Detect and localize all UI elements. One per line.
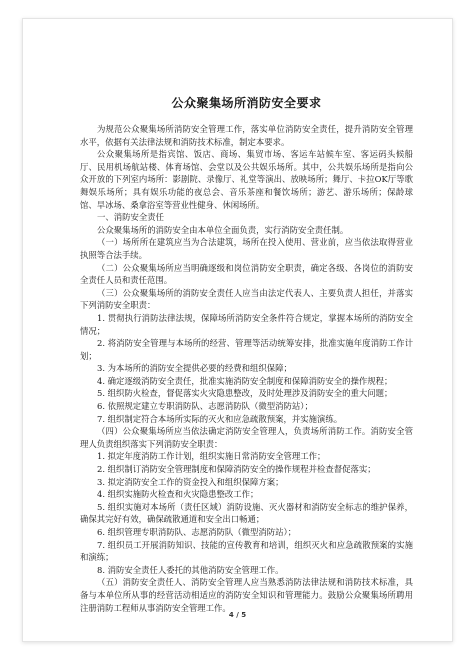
paragraph: 3. 为本场所的消防安全提供必要的经费和组织保障； xyxy=(97,363,292,374)
paragraph: 公众聚集场所是指宾馆、饭店、商场、集贸市场、客运车站候车室、客运码头候船厅、民用机场航站楼、体育场馆、会堂以及公共娱乐场所。其中，公共娱乐场所是指向公众开放的下列室内场所：影剧院、录像厅、礼堂等演出、放映场所；舞厅、卡拉OK厅等歌舞娱乐场所；具有娱乐功能的夜总会、音乐茶座和餐饮场所；游艺、游乐场所；保龄球馆、旱冰场、桑拿浴室等营业性健身、休闲场所。 xyxy=(80,149,413,210)
paragraph: 2. 将消防安全管理与本场所的经营、管理等活动统筹安排，批准实施年度消防工作计划； xyxy=(80,338,413,361)
paragraph: （一）场所所在建筑应当为合法建筑，场所在投入使用、营业前，应当依法取得营业执照等合法手续。 xyxy=(80,237,413,260)
paragraph: 4. 确定逐级消防安全责任，批准实施消防安全制度和保障消防安全的操作规程； xyxy=(97,375,393,386)
paragraph: 1. 拟定年度消防工作计划，组织实施日常消防安全管理工作； xyxy=(97,451,326,462)
paragraph: 公众聚集场所的消防安全由本单位全面负责，实行消防安全责任制。 xyxy=(97,224,349,235)
paragraph: 8. 消防安全责任人委托的其他消防安全管理工作。 xyxy=(97,564,284,575)
paragraph: 7. 组织制定符合本场所实际的灭火和应急疏散预案，并实施演练。 xyxy=(97,413,343,424)
paragraph: 5. 组织防火检查，督促落实火灾隐患整改，及时处理涉及消防安全的重大问题； xyxy=(97,388,393,399)
paragraph: 5. 组织实施对本场所（责任区域）消防设施、灭火器材和消防安全标志的维护保养，确保其完好有效，确保疏散通道和安全出口畅通； xyxy=(80,501,413,525)
paragraph: （三）公众聚集场所的消防安全责任人应当由法定代表人、主要负责人担任，并落实下列消防安全职责： xyxy=(80,287,413,311)
page-indicator: 4 / 5 xyxy=(228,611,247,619)
paragraph: 6. 组织管理专职消防队、志愿消防队（微型消防站）； xyxy=(97,527,297,537)
body-text xyxy=(80,123,413,614)
paragraph: （四）公众聚集场所应当依法确定消防安全管理人，负责场所消防工作。消防安全管理人负责组织落实下列消防安全职责： xyxy=(80,426,413,449)
paragraph: 6. 依照规定建立专职消防队、志愿消防队（微型消防站）； xyxy=(97,401,313,412)
paragraph: 1. 贯彻执行消防法律法规，保障场所消防安全条件符合规定，掌握本场所的消防安全情况； xyxy=(80,312,413,336)
paragraph: 7. 组织员工开展消防知识、技能的宣传教育和培训，组织灭火和应急疏散预案的实施和演练； xyxy=(80,539,413,563)
page-content xyxy=(80,95,413,614)
paragraph: （五）消防安全责任人、消防安全管理人应当熟悉消防法律法规和消防技术标准，具备与本单位所从事的经营活动相适应的消防安全知识和管理能力。鼓励公众聚集场所聘用注册消防工程师从事消防安全管理工作。 xyxy=(80,577,413,613)
paragraph: （二）公众聚集场所应当明确逐级和岗位消防安全职责，确定各级、各岗位的消防安全责任人员和责任范围。 xyxy=(80,262,413,286)
document-page xyxy=(22,18,453,642)
paragraph: 为规范公众聚集场所消防安全管理工作，落实单位消防安全责任，提升消防安全管理水平，依据有关法律法规和消防技术标准，制定本要求。 xyxy=(80,124,413,147)
paragraph: 2. 组织制订消防安全管理制度和保障消防安全的操作规程并检查督促落实； xyxy=(97,464,376,475)
paragraph: 3. 拟定消防安全工作的资金投入和组织保障方案； xyxy=(97,476,284,487)
paragraph: 一、消防安全责任 xyxy=(97,212,164,223)
document-title: 公众聚集场所消防安全要求 xyxy=(171,96,322,110)
paragraph: 4. 组织实施防火检查和火灾隐患整改工作； xyxy=(97,489,259,500)
